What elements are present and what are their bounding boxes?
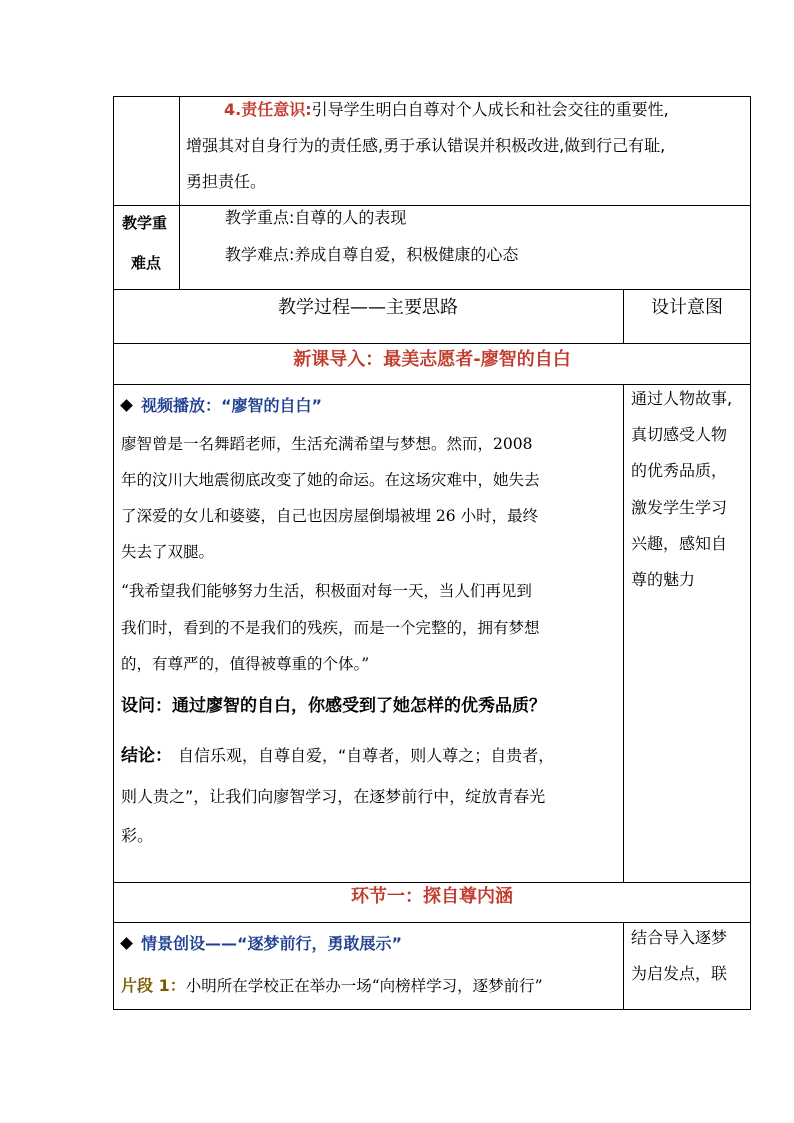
objective-text: 引导学生明白自尊对个人成长和社会交往的重要性, (311, 100, 669, 119)
objective-item-4 (224, 92, 669, 128)
intent-line: 结合导入逐梦 (631, 928, 728, 947)
intent-line: 通过人物故事, (631, 389, 733, 408)
story-line: 失去了双腿。 (121, 543, 215, 561)
video-heading-text: 视频播放：“廖智的自白” (141, 396, 323, 415)
table-rule (623, 922, 624, 1010)
conclusion-line: 则人贵之”，让我们向廖智学习，在逐梦前行中，绽放青春光 (121, 787, 546, 806)
section1-title: 环节一：探自尊内涵 (351, 886, 513, 907)
key-points-label: 教学重 (122, 214, 168, 232)
question-prompt: 设问：通过廖智的自白，你感受到了她怎样的优秀品质？ (121, 696, 546, 716)
teaching-focus: 教学重点:自尊的人的表现 (225, 208, 407, 227)
intent-header: 设计意图 (651, 297, 723, 318)
video-heading (118, 388, 322, 424)
process-header: 教学过程——主要思路 (278, 297, 458, 318)
quote-line: 的，有尊严的，值得被尊重的个体。” (121, 655, 370, 673)
diamond-bullet-icon (120, 399, 133, 412)
story-line: 年的汶川大地震彻底改变了她的命运。在这场灾难中，她失去 (121, 471, 540, 489)
conclusion-label: 结论： (121, 746, 172, 766)
scenario-heading (118, 926, 402, 962)
teaching-difficulty: 教学难点:养成自尊自爱，积极健康的心态 (225, 245, 519, 264)
table-rule (113, 1009, 751, 1010)
key-points-label: 难点 (131, 254, 162, 272)
story-line: 了深爱的女儿和婆婆，自己也因房屋倒塌被埋 26 小时，最终 (121, 507, 539, 525)
scenario-heading-text: 情景创设——“逐梦前行，勇敢展示” (141, 934, 403, 953)
table-rule (179, 96, 180, 289)
intent-line: 的优秀品质， (631, 461, 728, 480)
story-line: 廖智曾是一名舞蹈老师，生活充满希望与梦想。然而，2008 (121, 435, 533, 453)
conclusion-line (121, 738, 554, 774)
fragment-text: 小明所在学校正在举办一场“向榜样学习，逐梦前行” (185, 977, 543, 995)
intent-line: 真切感受人物 (631, 425, 728, 444)
table-rule (113, 205, 751, 206)
objective-text: 勇担责任。 (186, 172, 267, 191)
fragment-label: 片段 1： (121, 976, 186, 995)
intro-section-title: 新课导入：最美志愿者-廖智的自白 (293, 349, 571, 370)
conclusion-text: 自信乐观，自尊自爱，“自尊者，则人尊之；自贵者， (178, 746, 555, 765)
intent-line: 激发学生学习 (631, 498, 728, 517)
objective-text: 增强其对自身行为的责任感,勇于承认错误并积极改进,做到行己有耻, (186, 136, 666, 155)
objective-label: 4.责任意识: (224, 100, 312, 119)
intent-line: 兴趣，感知自 (631, 534, 728, 553)
intent-line: 为启发点，联 (631, 964, 728, 983)
quote-line: “我希望我们能够努力生活，积极面对每一天，当人们再见到 (121, 582, 532, 600)
quote-line: 我们时，看到的不是我们的残疾，而是一个完整的，拥有梦想 (121, 619, 540, 637)
conclusion-line: 彩。 (121, 826, 154, 845)
intent-line: 尊的魅力 (631, 570, 696, 589)
diamond-bullet-icon (120, 937, 133, 950)
fragment-line (121, 968, 543, 1004)
table-rule (623, 384, 624, 882)
table-rule (113, 96, 114, 1010)
table-rule (750, 96, 751, 1010)
